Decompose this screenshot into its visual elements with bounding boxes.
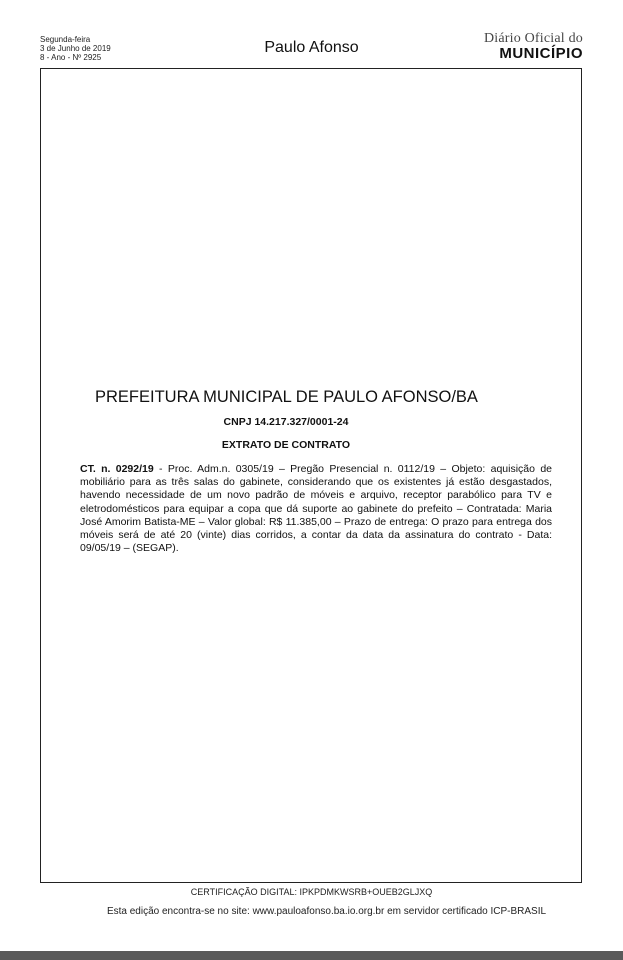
section-heading: EXTRATO DE CONTRATO: [221, 439, 351, 451]
contract-extract-text: [80, 463, 552, 555]
logo-top-text: Diário Oficial do: [483, 31, 583, 46]
edition-number: 8 - Ano - Nº 2925: [40, 53, 102, 62]
site-note: Esta edição encontra-se no site: www.pauloafonso.ba.io.org.br em servidor certificado ICP-BRASIL: [106, 906, 547, 917]
logo-bottom-text: MUNICÍPIO: [499, 45, 583, 62]
city-name: Paulo Afonso: [264, 39, 359, 56]
cnpj: CNPJ 14.217.327/0001-24: [223, 416, 349, 428]
diario-oficial-logo: [484, 32, 583, 61]
digital-certification: CERTIFICAÇÃO DIGITAL: IPKPDMKWSRB+OUEB2GLJXQ: [190, 887, 433, 897]
document-title: PREFEITURA MUNICIPAL DE PAULO AFONSO/BA: [95, 388, 478, 406]
weekday: Segunda-feira: [40, 35, 91, 44]
contract-body: - Proc. Adm.n. 0305/19 – Pregão Presencial n. 0112/19 – Objeto: aquisição de mobiliário para as três salas do gabinete, considerando que os existentes já estão desgastados, havendo necessidade de um novo padrão de móveis e arquivo, receptor parabólico para TV e eletrodomésticos para equipar a copa que dá suporte ao gabinete do prefeito – Contratada: Maria José Amorim Batista-ME – Valor global: R$ 11.385,00 – Prazo de entrega: O prazo para entrega dos móveis será de até 20 (vinte) dias corridos, a contar da data da assinatura do contrato - Data: 09/05/19 – (SEGAP).: [80, 463, 552, 555]
publication-date: 3 de Junho de 2019: [40, 44, 111, 53]
bottom-bar: [0, 951, 623, 960]
contract-number: CT. n. 0292/19: [80, 463, 154, 475]
